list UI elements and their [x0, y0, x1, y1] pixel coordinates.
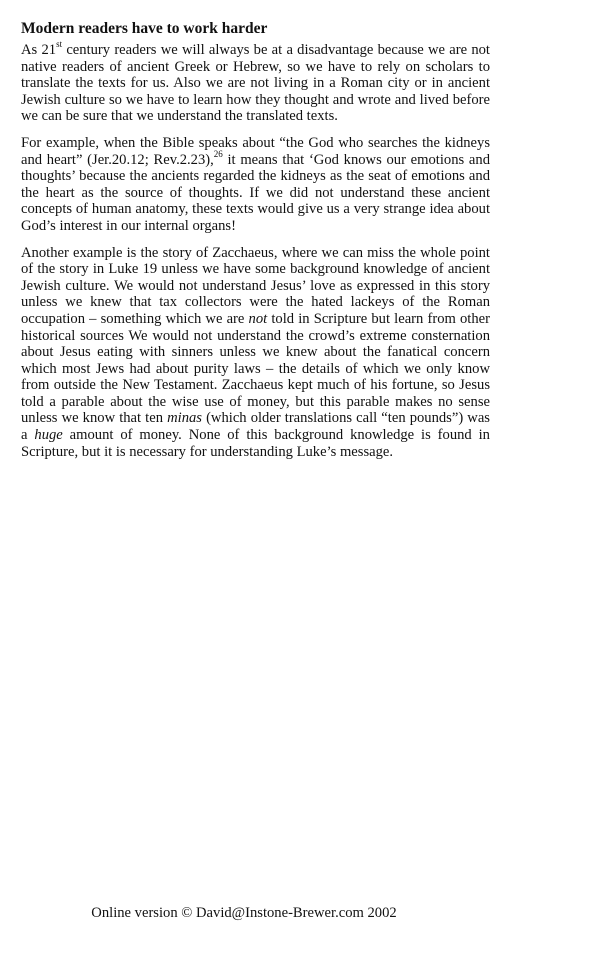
paragraph-2-text-start: For example, when the Bible speaks about “the God who searches the kidneys and heart” (Jer.20.12; Rev.2.23), [21, 134, 490, 168]
paragraph-2 [21, 135, 490, 235]
paragraph-1-text-start: As 21 [21, 42, 57, 58]
paragraph-3-text-3: (which older translations call “ten pounds”) was a [21, 410, 490, 444]
paragraph-1 [21, 39, 490, 125]
page-footer: Online version © David@Instone-Brewer.com 2002 [91, 905, 397, 921]
paragraph-2-text-rest: it means that ‘God knows our emotions and thoughts’ because the ancients regarded the kidneys as the seat of emotions and the heart as the source of thoughts. If we did not understand these ancient concepts of human anatomy, these texts would give us a very strange idea about God’s interest in our internal organs! [21, 151, 490, 234]
ordinal-superscript: st [56, 39, 63, 50]
emphasis-huge: huge [34, 427, 63, 444]
paragraph-3 [21, 245, 490, 461]
footnote-reference: 26 [213, 148, 223, 159]
document-page [21, 20, 490, 470]
paragraph-3-text-1: Another example is the story of Zacchaeus, where we can miss the whole point of the story in Luke 19 unless we have some background knowledge of ancient Jewish culture. We would not understand Jesus’ love as expressed in this story unless we knew that tax collectors were the hated lackeys of the Roman occupation – something which we are [21, 244, 490, 327]
section-heading: Modern readers have to work harder [21, 20, 268, 37]
emphasis-minas: minas [167, 410, 202, 427]
paragraph-3-text-2: told in Scripture but learn from other historical sources We would not understand the crowd’s extreme consternation about Jesus eating with sinners unless we knew about the fanatical concern which most Jews had about purity laws – the details of which we only know from outside the New Testament. Zacchaeus kept much of his fortune, so Jesus told a parable about the wise use of money, but this parable makes no sense unless we know that ten [21, 310, 490, 427]
paragraph-1-text-rest: century readers we will always be at a disadvantage because we are not native readers of ancient Greek or Hebrew, so we have to rely on scholars to translate the texts for us. Also we are not living in a Roman city or in ancient Jewish culture so we have to learn how they thought and wrote and lived before we can be sure that we understand the translated texts. [21, 42, 490, 125]
paragraph-3-text-4: amount of money. None of this background knowledge is found in Scripture, but it is necessary for understanding Luke’s message. [21, 427, 490, 460]
emphasis-not: not [248, 310, 268, 327]
